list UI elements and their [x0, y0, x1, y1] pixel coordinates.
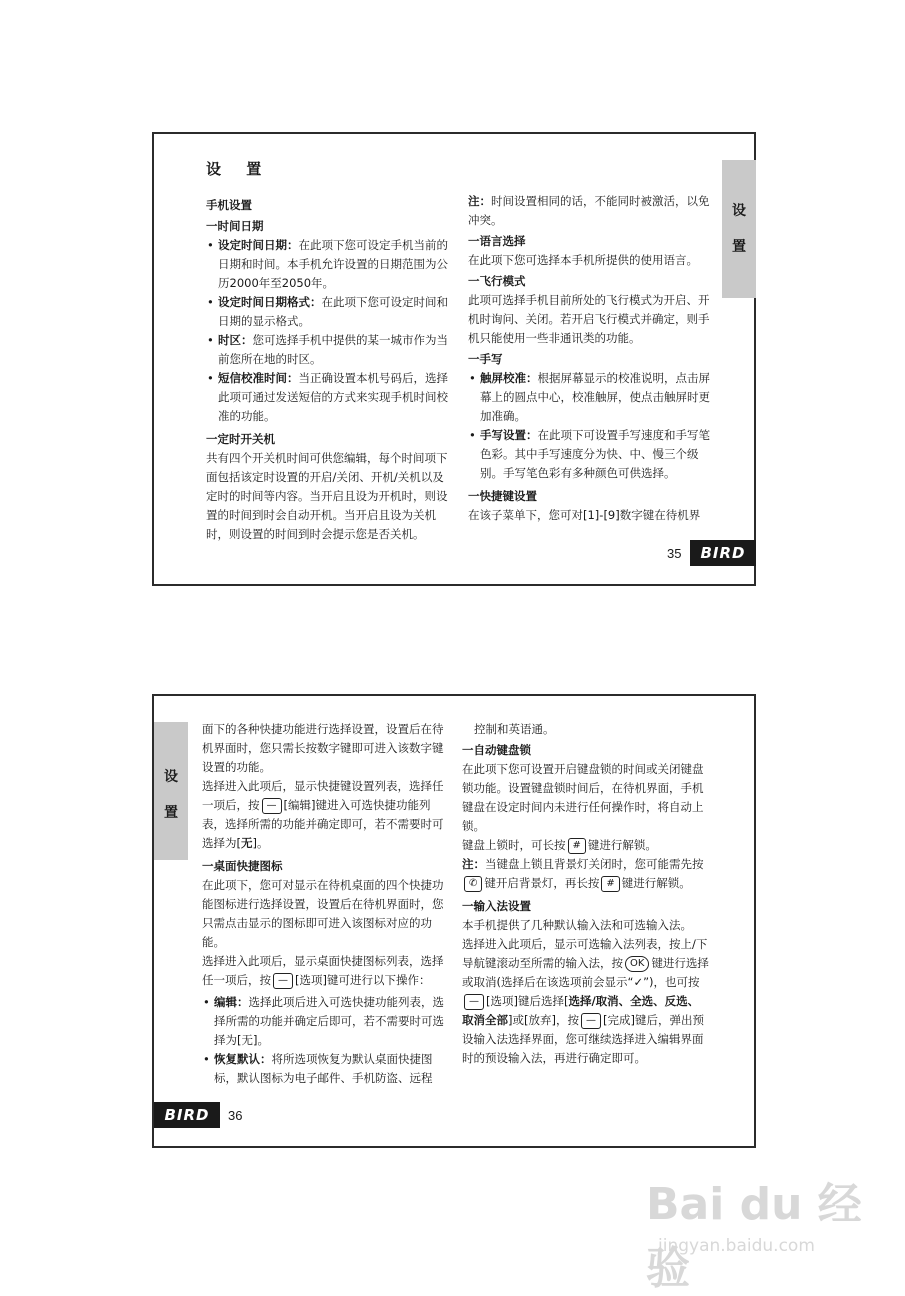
- subheading-desktop-shortcut: 一桌面快捷图标: [202, 859, 283, 873]
- text-run: 选择进入此项后，显示快捷键设置列表，选择任一项后，按: [202, 779, 444, 812]
- bullet-text: 在此项下可设置手写速度和手写笔色彩。其中手写速度分为快、中、慢三个级别。手写笔色彩有多种颜色可供选择。: [480, 428, 710, 480]
- right-column: [468, 192, 712, 525]
- left-column: [206, 192, 450, 544]
- bullet-touch-calibration: [468, 369, 712, 426]
- bullet-text: 您可选择手机中提供的某一城市作为当前您所在地的时区。: [218, 333, 448, 366]
- bullet-text: 根据屏幕显示的校准说明，点击屏幕上的圆点中心，校准触屏，使点击触屏时更加准确。: [480, 371, 710, 423]
- text-run: 键开启背景灯，再长按: [484, 876, 600, 890]
- side-tab-char: 置: [164, 805, 178, 821]
- subheading-auto-keylock: 一自动键盘锁: [462, 743, 531, 757]
- bullet-text: 在此项下您可设定手机当前的日期和时间。本手机允许设置的日期范围为公历2000年至2050年。: [218, 238, 448, 290]
- bullet-label: 手写设置：: [480, 428, 538, 442]
- text-run: 选择进入此项后，显示桌面快捷图标列表，选择任一项后，按: [202, 954, 444, 987]
- bullet-timezone: [206, 331, 450, 369]
- soft-key-icon: —: [273, 973, 293, 989]
- paragraph-flight-mode: 此项可选择手机目前所处的飞行模式为开启、开机时询问、关闭。若开启飞行模式并确定，则手机只能使用一些非通讯类的功能。: [468, 293, 710, 345]
- text-run: [完成]键后，弹出预设输入法选择界面，您可继续选择进入编辑界面时的预设输入法，再进行确定即可。: [462, 1013, 704, 1065]
- text-run: [编辑]键进入可选快捷功能列表，选择所需的功能并确定即可，若不需要时可选择为[: [202, 798, 444, 850]
- bullet-label: 设定时间日期：: [218, 238, 299, 252]
- text-run: [选项]键可进行以下操作：: [295, 973, 431, 987]
- hash-key-icon: #: [601, 876, 619, 892]
- page-title: 设 置: [206, 160, 272, 178]
- text-run: 当键盘上锁且背景灯关闭时，您可能需先按: [485, 857, 704, 871]
- bullet-restore-default: [202, 1050, 448, 1088]
- baidu-watermark: [640, 1150, 880, 1294]
- paragraph-unlock: [462, 836, 710, 855]
- bullet-label: 短信校准时间：: [218, 371, 299, 385]
- note-label: 注：: [462, 857, 485, 871]
- subheading-scheduled-power: 一定时开关机: [206, 432, 275, 446]
- watermark-brand: Bai du 经验: [646, 1179, 862, 1294]
- subheading-input-method: 一输入法设置: [462, 899, 531, 913]
- page-35: [152, 132, 756, 586]
- paragraph-shortcut-edit: [202, 777, 448, 853]
- subheading-language: 一语言选择: [468, 234, 526, 248]
- text-run: 选择进入此项后，显示可选输入法列表，按上/下导航键滚动至所需的输入法，按: [462, 937, 708, 970]
- note-text: 时间设置相同的话，不能同时被激活，以免冲突。: [468, 194, 710, 227]
- text-run: 键盘上锁时，可长按: [462, 838, 566, 852]
- note-label: 注：: [468, 194, 491, 208]
- bullet-set-time-date: [206, 236, 450, 293]
- bird-logo: BIRD: [690, 540, 756, 566]
- side-tab-char: 设: [164, 769, 178, 785]
- text-run: 无: [241, 836, 253, 850]
- soft-key-icon: —: [262, 798, 282, 814]
- page-number: 36: [228, 1108, 243, 1123]
- text-run: 选择/取消、全选、反选、取消全部: [462, 994, 700, 1027]
- bullet-label: 设定时间日期格式：: [218, 295, 322, 309]
- bullet-label: 编辑：: [214, 995, 249, 1009]
- text-run: 键进行选择或取消(选择后在该选项前会显示“✓”)，也可按: [462, 956, 709, 989]
- call-key-icon: ✆: [464, 876, 482, 892]
- paragraph-scheduled-power: 共有四个开关机时间可供您编辑，每个时间项下面包括该定时设置的开启/关闭、开机/关机以及定时的时间等内容。当开启且设为开机时，则设置的时间到时会自动开机。当开启且设为关机时，则设置的时间到时会提示您是否关机。: [206, 451, 448, 541]
- subheading-handwriting: 一手写: [468, 352, 503, 366]
- paragraph-continued: 控制和英语通。: [474, 722, 555, 736]
- paragraph-input-method: 本手机提供了几种默认输入法和可选输入法。: [462, 918, 692, 932]
- bullet-time-format: [206, 293, 450, 331]
- paragraph-shortcut-cont: 面下的各种快捷功能进行选择设置，设置后在待机界面时，您只需长按数字键即可进入该数字键设置的功能。: [202, 722, 444, 774]
- page-number: 35: [667, 546, 682, 561]
- right-column: [462, 720, 710, 1068]
- bullet-text: 当正确设置本机号码后，选择此项可通过发送短信的方式来实现手机时间校准的功能。: [218, 371, 448, 423]
- side-tab-char: 置: [732, 239, 746, 255]
- text-run: ]或[放弃]，按: [508, 1013, 579, 1027]
- bullet-sms-calibration: [206, 369, 450, 426]
- paragraph-desktop-options: [202, 952, 448, 990]
- paragraph-auto-keylock: 在此项下您可设置开启键盘锁的时间或关闭键盘锁功能。设置键盘锁时间后，在待机界面，手机键盘在设定时间内未进行任何操作时，将自动上锁。: [462, 762, 704, 833]
- bullet-label: 触屏校准：: [480, 371, 538, 385]
- text-run: 键进行解锁。: [621, 876, 691, 890]
- bullet-label: 恢复默认：: [214, 1052, 272, 1066]
- paragraph-input-select: [462, 935, 710, 1068]
- side-tab-char: 设: [732, 203, 746, 219]
- paragraph-shortcut-keys: 在该子菜单下，您可对[1]-[9]数字键在待机界: [468, 508, 701, 522]
- note: [462, 855, 710, 893]
- text-run: 键进行解锁。: [587, 838, 657, 852]
- paragraph-desktop-shortcut: 在此项下，您可对显示在待机桌面的四个快捷功能图标进行选择设置，设置后在待机界面时，您只需点击显示的图标即可进入该图标对应的功能。: [202, 878, 444, 949]
- hash-key-icon: #: [568, 838, 586, 854]
- note: [468, 192, 712, 230]
- ok-key-icon: OK: [625, 956, 649, 972]
- bullet-handwriting-settings: [468, 426, 712, 483]
- side-tab: [722, 160, 756, 298]
- subheading-flight-mode: 一飞行模式: [468, 274, 526, 288]
- soft-key-icon: —: [581, 1013, 601, 1029]
- bird-logo: BIRD: [154, 1102, 220, 1128]
- subheading-shortcut-keys: 一快捷键设置: [468, 489, 537, 503]
- bullet-text: 选择此项后进入可选快捷功能列表，选择所需的功能并确定后即可，若不需要时可选择为[无]。: [214, 995, 444, 1047]
- page-36: [152, 694, 756, 1148]
- left-column: [202, 720, 448, 1088]
- text-run: ]。: [252, 836, 269, 850]
- section-heading: 手机设置: [206, 198, 252, 212]
- bullet-text: 在此项下您可设定时间和日期的显示格式。: [218, 295, 448, 328]
- bullet-edit: [202, 993, 448, 1050]
- side-tab: [154, 722, 188, 860]
- text-run: [选项]键后选择[: [486, 994, 569, 1008]
- watermark-url: jingyan.baidu.com: [658, 1236, 815, 1256]
- subheading-time-date: 一时间日期: [206, 219, 264, 233]
- bullet-label: 时区：: [218, 333, 253, 347]
- bullet-text: 将所选项恢复为默认桌面快捷图标，默认图标为电子邮件、手机防盗、远程: [214, 1052, 433, 1085]
- paragraph-language: 在此项下您可选择本手机所提供的使用语言。: [468, 253, 698, 267]
- soft-key-icon: —: [464, 994, 484, 1010]
